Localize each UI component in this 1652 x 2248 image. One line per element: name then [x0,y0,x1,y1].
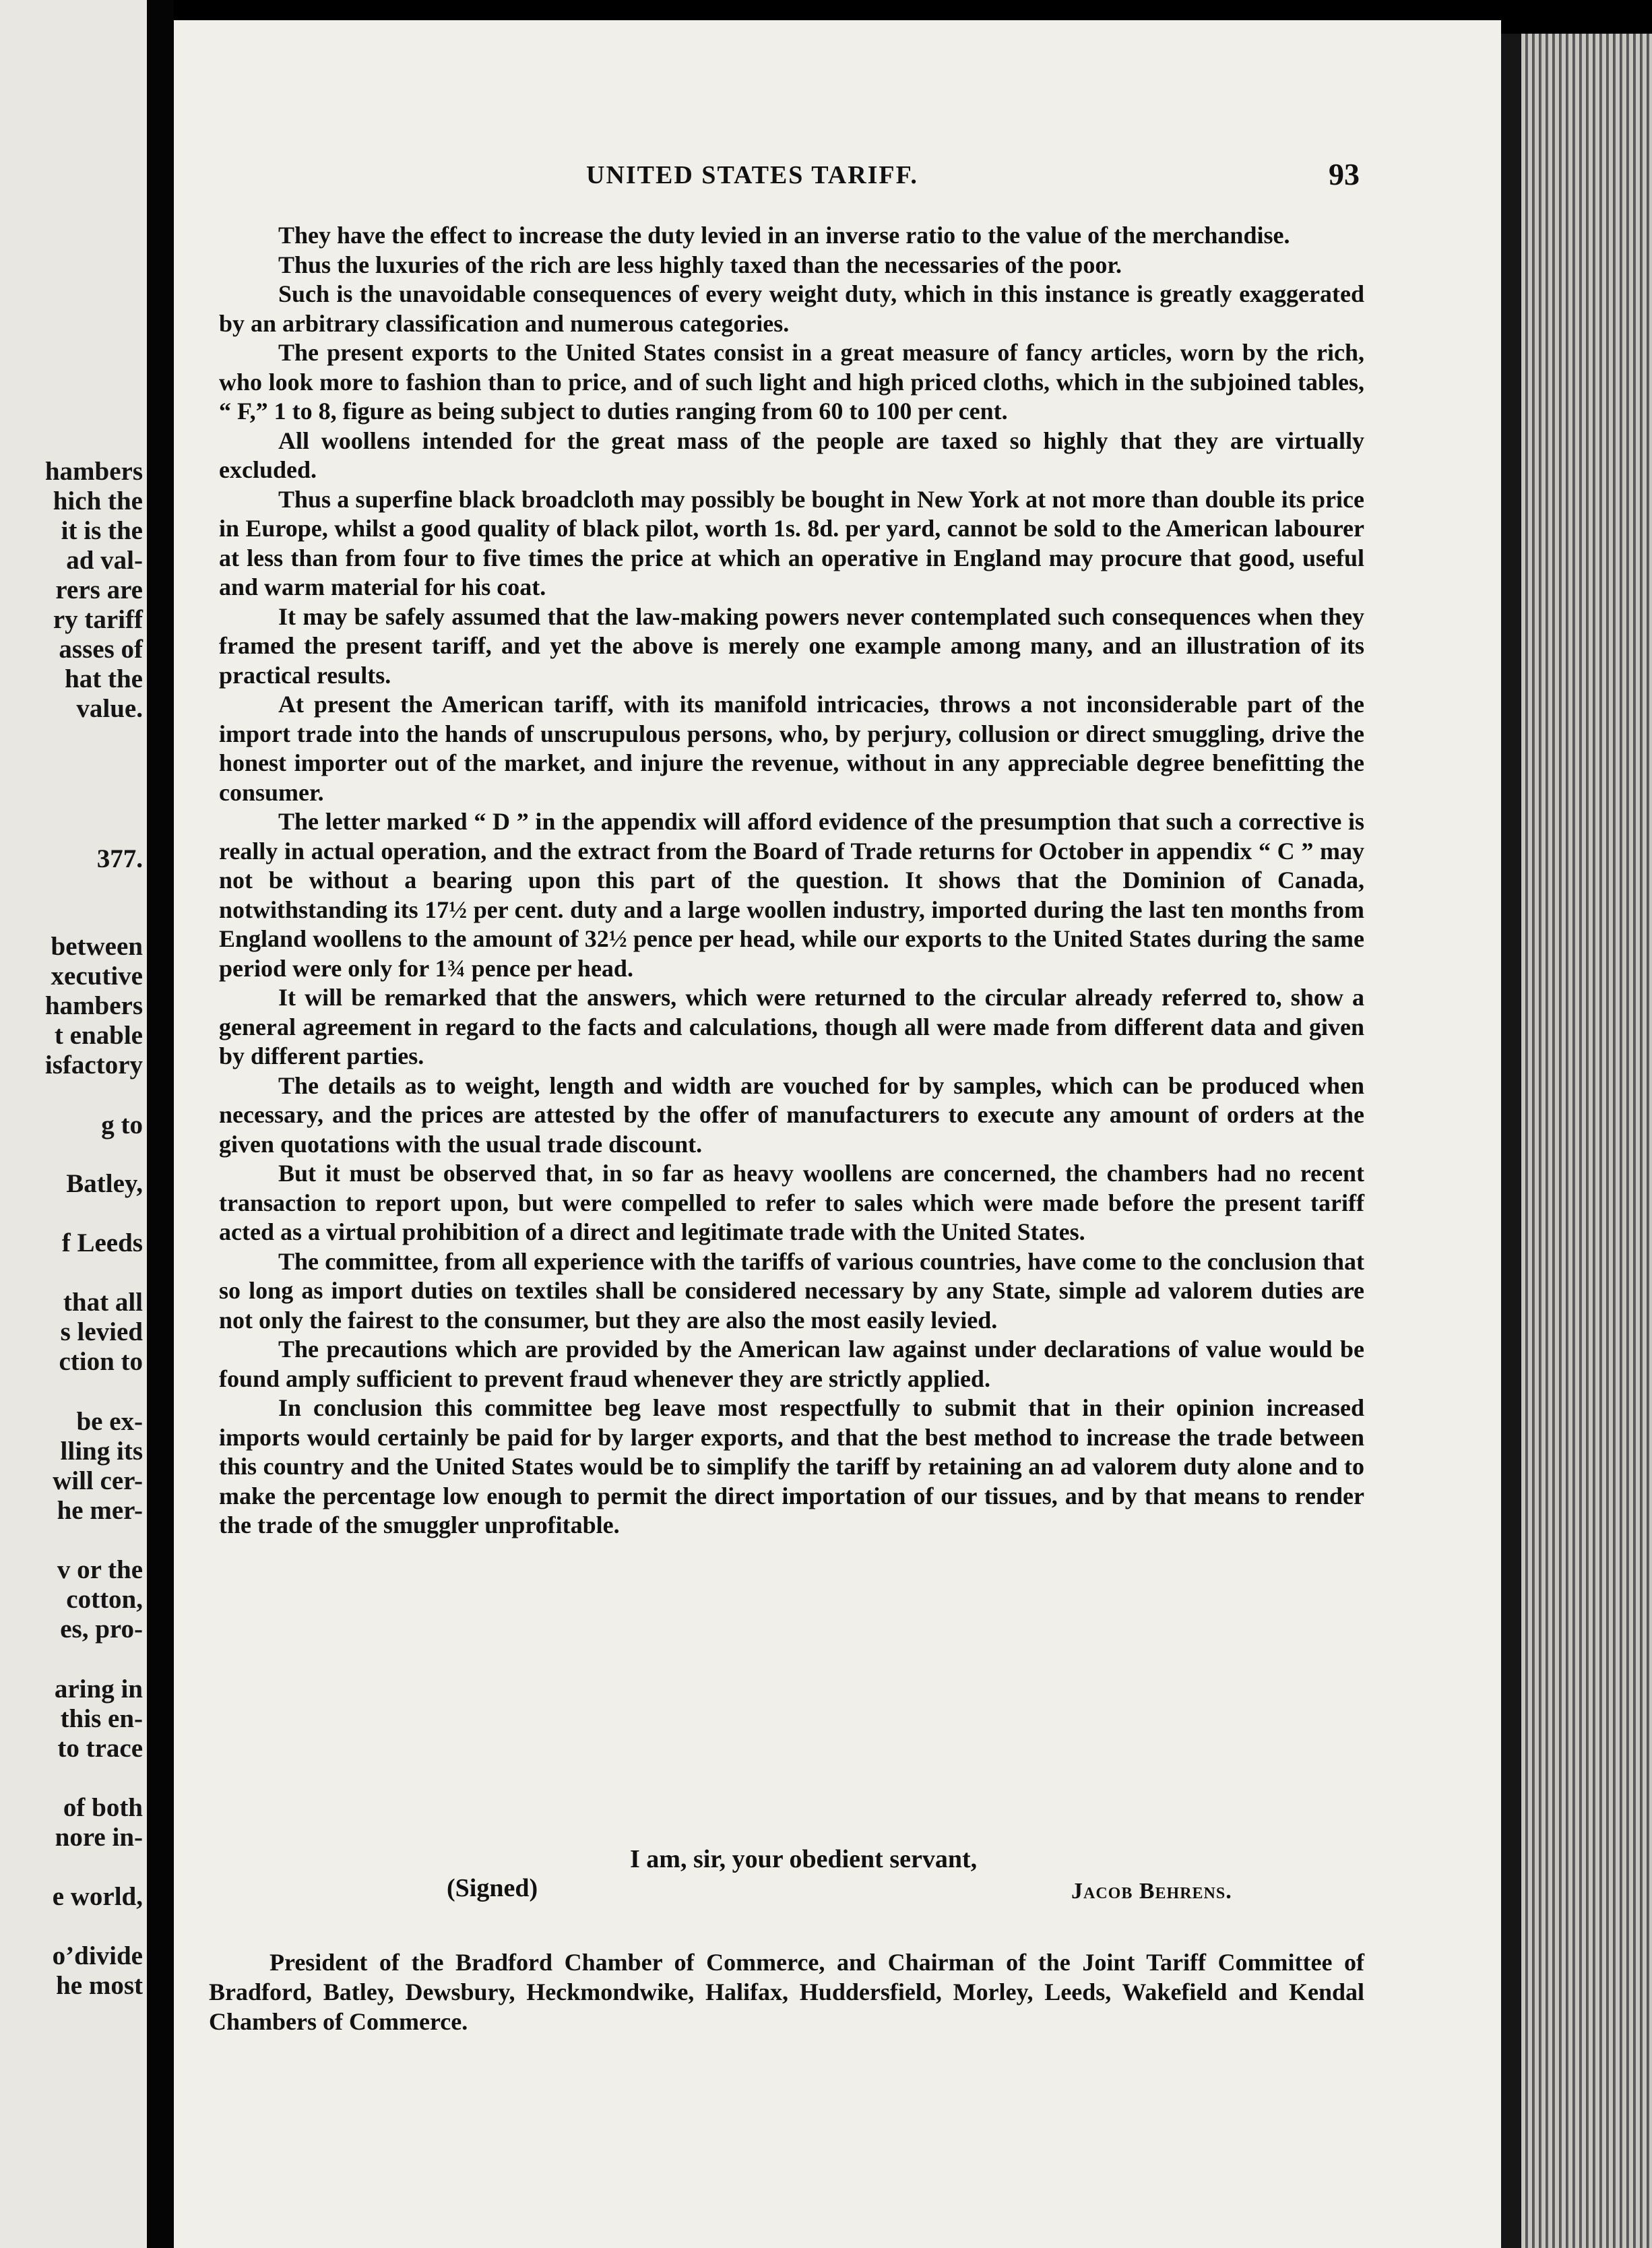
left-page-fragment: hambers [44,457,143,486]
left-page-fragment: s levied [60,1317,143,1346]
left-page-fragment: he most [56,1971,143,2000]
paragraph: At present the American tariff, with its manifold intricacies, throws a not inconsiderable part of the import trade into the hands of unscrupulous persons, who, by perjury, collusion or direct smuggling, drive the honest importer out of the market, and injure the revenue, without in any appreciable degree benefitting the consumer. [219,691,1364,806]
left-page-fragment: nore in- [55,1823,143,1852]
paragraph: The letter marked “ D ” in the appendix will afford evidence of the presumption that such a corrective is really in actual operation, and the extract from the Board of Trade returns for October in appendix “ C ” may not be without a bearing upon this part of the question. It shows that the Dominion of Canada, notwithstanding its 17½ per cent. duty and a large woollen industry, imported during the last ten months from England woollens to the amount of 32½ pence per head, while our exports to the United States during the same period were only for 1¾ pence per head. [219,808,1364,982]
left-page-fragment: be ex- [76,1407,143,1436]
left-page-fragment: he mer- [57,1496,143,1525]
left-page-fragment: hich the [53,487,143,516]
left-page-fragment: to trace [57,1734,143,1763]
left-page-fragment: e world, [52,1882,143,1911]
paragraph: They have the effect to increase the duty levied in an inverse ratio to the value of the merchandise. [278,222,1290,249]
signatory-title: President of the Bradford Chamber of Commerce, and Chairman of the Joint Tariff Committee of Bradford, Batley, Dewsbury, Heckmondwike, Halifax, Huddersfield, Morley, Leeds, Wakefield and Kendal Chambers of Commerce. [209,1949,1364,2035]
signed-label: (Signed) [447,1874,538,1902]
left-page-fragment: v or the [57,1555,143,1584]
signatory-name: Jacob Behrens. [1071,1879,1232,1904]
paragraph: The committee, from all experience with the tariffs of various countries, have come to the conclusion that so long as import duties on textiles shall be considered necessary by any State, simple ad valorem duties are not only the fairest to the consumer, but they are also the most easily levied. [219,1247,1364,1334]
left-page-fragment: between [51,932,143,961]
left-page-fragment: hat the [65,664,143,693]
left-page-fragment: ry tariff [53,605,143,634]
left-page-fragment: it is the [61,516,143,545]
paragraph: Thus a superfine black broadcloth may possibly be bought in New York at not more than double its price in Europe, whilst a good quality of black pilot, worth 1s. 8d. per yard, cannot be sold to the American labourer at less than from four to five times the price at which an operative in England may procure that good, useful and warm material for his coat. [219,485,1364,600]
left-page-fragment: g to [101,1111,143,1139]
left-facing-page [0,0,147,2248]
left-page-fragment: aring in [54,1675,143,1704]
left-page-fragment: of both [63,1793,143,1822]
paragraph: Thus the luxuries of the rich are less highly taxed than the necessaries of the poor. [278,251,1122,278]
left-page-fragment: lling its [60,1437,143,1466]
paragraph: It may be safely assumed that the law-making powers never contemplated such consequences when they framed the present tariff, and yet the above is merely one example among many, and an illustration of its practical results. [219,602,1364,689]
paragraph: The present exports to the United States consist in a great measure of fancy articles, worn by the rich, who look more to fashion than to price, and of such light and high priced cloths, which in the subjoined tables, “ F,” 1 to 8, figure as being subject to duties ranging from 60 to 100 per cent. [219,339,1364,425]
left-page-fragment: Batley, [66,1169,143,1198]
page-edge-shadow [1501,34,1521,2248]
paragraph: It will be remarked that the answers, which were returned to the circular already referred to, show a general agreement in regard to the facts and calculations, though all were made from different data and given by different parties. [219,984,1364,1069]
left-page-fragment: o’divide [52,1941,143,1970]
left-page-fragment: value. [76,694,143,723]
page-edges [1501,34,1652,2248]
paragraph: All woollens intended for the great mass of the people are taxed so highly that they are virtually excluded. [219,427,1364,483]
signoff-line: I am, sir, your obedient servant, [630,1845,978,1873]
paragraph: But it must be observed that, in so far as heavy woollens are concerned, the chambers had no recent transaction to report upon, but were compelled to refer to sales which were made before the present tariff acted as a virtual prohibition of a direct and legitimate trade with the United States. [219,1160,1364,1245]
left-page-fragment: es, pro- [60,1615,143,1644]
paragraph: The precautions which are provided by the American law against under declarations of value would be found amply sufficient to prevent fraud whenever they are strictly applied. [219,1336,1364,1392]
left-page-fragment: rers are [55,575,143,604]
book-gutter [147,0,174,2248]
left-page-fragment: asses of [59,635,143,664]
body-text [219,221,1364,1540]
left-page-fragment: 377. [96,844,143,873]
left-page-fragment: ction to [59,1347,143,1376]
paragraph: In conclusion this committee beg leave most respectfully to submit that in their opinion increased imports would certainly be paid for by larger exports, and that the best method to increase the trade between this country and the United States would be to simplify the tariff by retaining an ad valorem duty alone and to make the percentage low enough to permit the direct importation of our tissues, and by that means to render the trade of the smuggler unprofitable. [219,1394,1364,1538]
paragraph: The details as to weight, length and width are vouched for by samples, which can be produced when necessary, and the prices are attested by the offer of manufacturers to execute any amount of orders at the given quotations with the usual trade discount. [219,1071,1364,1158]
left-page-fragment: ad val- [66,546,143,575]
left-page-fragment: this en- [60,1704,143,1733]
left-page-fragment: will cer- [53,1466,143,1495]
left-page-fragment: that all [63,1288,143,1317]
left-page-fragment: isfactory [44,1051,143,1080]
left-page-fragment: xecutive [51,962,143,991]
left-page-fragment: cotton, [66,1585,143,1614]
paragraph: Such is the unavoidable consequences of every weight duty, which in this instance is greatly exaggerated by an arbitrary classification and numerous categories. [219,280,1364,337]
page-number: 93 [1329,157,1360,191]
closing-note [209,1947,1364,2036]
left-page-fragment: f Leeds [61,1228,143,1257]
left-page-fragment: hambers [44,991,143,1020]
left-page-fragment: t enable [54,1021,143,1050]
running-head: UNITED STATES TARIFF. [586,161,918,189]
